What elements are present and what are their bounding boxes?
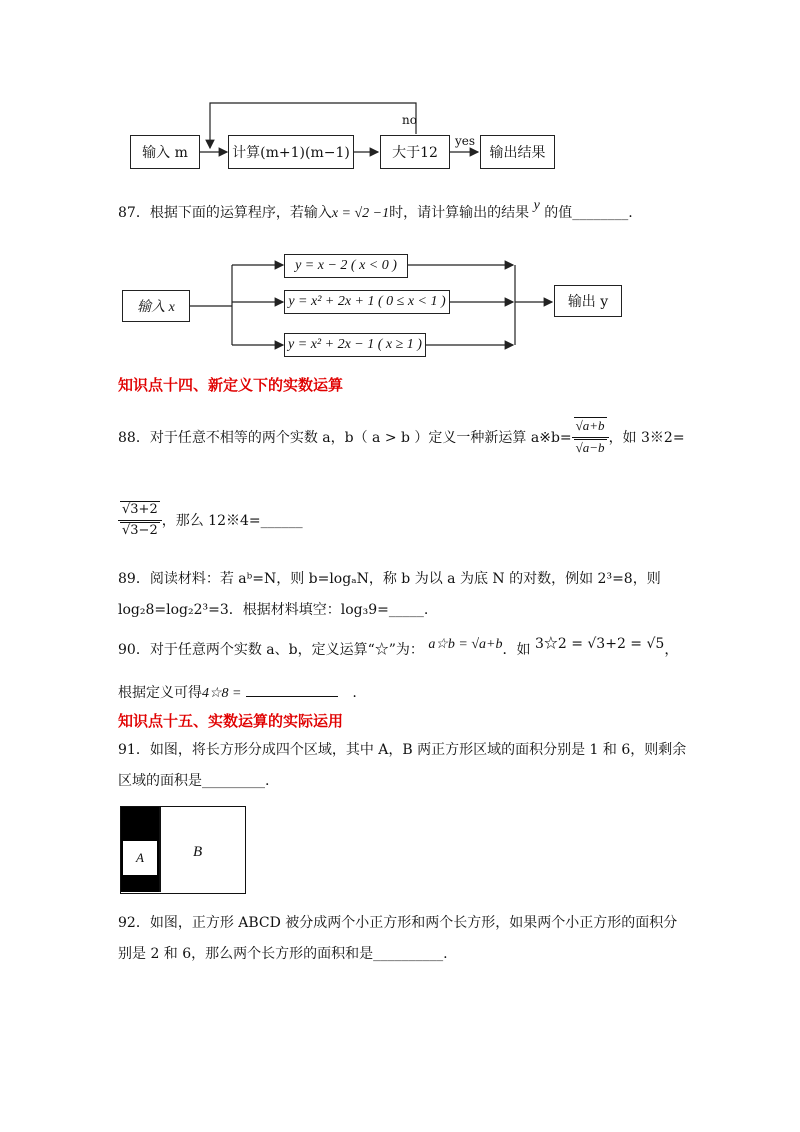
flow2-branch2-label: y = x² + 2x + 1 ( 0 ≤ x < 1 ): [288, 294, 446, 309]
q90-text-a: 90．对于任意两个实数 a、b，定义运算“☆”为：: [118, 642, 424, 658]
flow1-no-label: no: [402, 113, 417, 127]
q91-square-a: [123, 841, 157, 875]
q87-line: [118, 198, 633, 224]
q90-def: a☆b = √a+b: [428, 637, 503, 652]
flow1-compare-label: 大于12: [392, 145, 438, 161]
q87-expr: x = √2 −1: [331, 206, 390, 221]
q87-text-b: 时，请计算输出的结果: [389, 205, 530, 221]
flow2-output-box: [554, 285, 622, 317]
q88-ex-den: √3−2: [122, 523, 158, 538]
flow1-compute-label: 计算(m+1)(m−1): [232, 145, 350, 161]
flow2-branch3-label: y = x² + 2x − 1 ( x ≥ 1 ): [288, 337, 422, 352]
q90-line1: [118, 636, 679, 661]
q88-example-fraction: [118, 500, 162, 541]
q90-text-c: ，: [664, 642, 679, 658]
flow1-compare-box: [380, 135, 450, 169]
section-heading-15: 知识点十五、实数运算的实际运用: [118, 712, 344, 730]
q90-line2-a: 根据定义可得: [118, 685, 202, 701]
q90-line2: [118, 682, 357, 704]
q92-line2: 别是 2 和 6，那么两个长方形的面积和是__________.: [118, 946, 448, 962]
q88-line1: [118, 416, 685, 459]
q89-line2: log₂8=log₂2³=3．根据材料填空：log₃9=_____.: [118, 602, 429, 618]
q89-line1: 89．阅读材料：若 aᵇ=N，则 b=logₐN，称 b 为以 a 为底 N 的对数，例如 2³=8，则: [118, 571, 661, 587]
q90-line2-expr: 4☆8 =: [202, 686, 242, 701]
section-heading-14: 知识点十四、新定义下的实数运算: [118, 376, 344, 394]
q87-text-a: 87．根据下面的运算程序，若输入: [118, 205, 332, 221]
flow2-branch3-box: [284, 333, 426, 357]
q91-label-b: B: [193, 844, 203, 860]
q88-frac-num: √a+b: [575, 418, 605, 433]
flow2-input-label: 输入 x: [137, 300, 175, 315]
flow1-compute-box: [228, 135, 354, 169]
q90-example: 3☆2 = √3+2 = √5: [534, 636, 665, 652]
q88-text-a: 88．对于任意不相等的两个实数 a，b（ a > b ）定义一种新运算 a※b=: [118, 429, 572, 446]
q88-text-c: ，那么 12※4=______: [161, 512, 303, 529]
flow1-input-box: [130, 135, 200, 169]
q91-figure: [120, 806, 246, 894]
q91-label-a: A: [136, 850, 144, 865]
q91-divider: [159, 807, 161, 892]
q91-line1: 91．如图，将长方形分成四个区域，其中 A，B 两正方形区域的面积分别是 1 和 6，则剩余: [118, 742, 687, 758]
q88-line2: [118, 500, 303, 541]
q88-frac-den: √a−b: [575, 440, 605, 455]
q88-text-b: ，如 3※2=: [608, 429, 685, 446]
q90-text-b: ．如: [502, 642, 531, 658]
q90-line2-b: .: [352, 685, 357, 701]
q87-text-c: 的值________.: [544, 205, 633, 221]
q87-y: y: [533, 198, 540, 213]
flow1-output-box: [480, 135, 555, 169]
flow1-yes-label: yes: [455, 134, 476, 148]
q88-fraction: [572, 416, 609, 459]
flow1-output-label: 输出结果: [489, 145, 546, 161]
flow1-input-label: 输入 m: [142, 145, 188, 161]
flow2-input-box: [122, 290, 190, 322]
q88-ex-num: √3+2: [122, 502, 158, 517]
flow2-output-label: 输出 y: [567, 294, 609, 310]
flow2-branch1-label: y = x − 2 ( x < 0 ): [295, 258, 397, 273]
q90-answer-blank[interactable]: [246, 682, 338, 697]
flow2-branch1-box: [284, 254, 408, 278]
q91-region-b: [193, 841, 202, 861]
flow2-branch2-box: [284, 290, 450, 314]
q91-line2: 区域的面积是_________.: [118, 773, 270, 789]
q92-line1: 92．如图，正方形 ABCD 被分成两个小正方形和两个长方形，如果两个小正方形的面积分: [118, 915, 678, 931]
